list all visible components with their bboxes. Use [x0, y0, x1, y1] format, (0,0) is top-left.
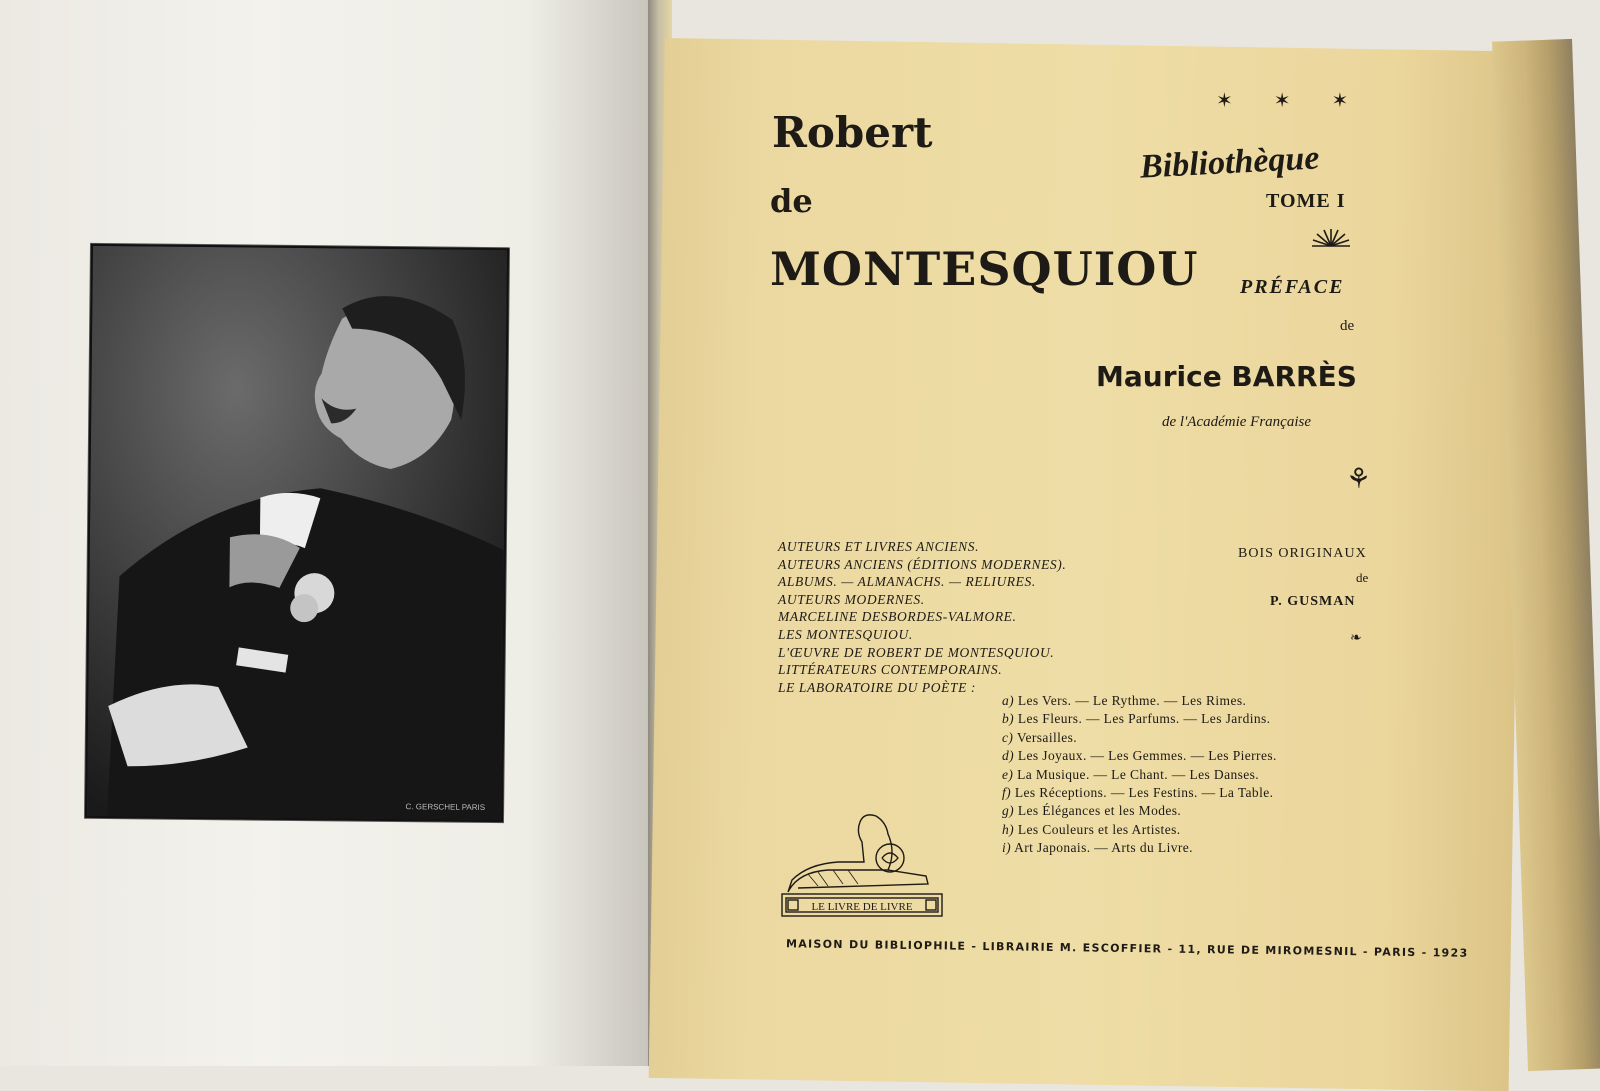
- subsection-item: i) Art Japonais. — Arts du Livre.: [1002, 840, 1193, 856]
- fleuron-ornament-icon: ⚘: [1346, 464, 1372, 495]
- author-first-name: Robert: [772, 108, 933, 157]
- section-item: AUTEURS MODERNES.: [778, 591, 925, 607]
- sections-list: [778, 538, 1066, 696]
- portrait-image: [87, 246, 507, 820]
- subsection-item: g) Les Élégances et les Modes.: [1002, 803, 1182, 819]
- sphinx-publisher-mark: [778, 812, 950, 920]
- author-particle: de: [770, 182, 813, 220]
- subsection-item: f) Les Réceptions. — Les Festins. — La Table.: [1002, 785, 1274, 801]
- section-item: AUTEURS ET LIVRES ANCIENS.: [778, 539, 980, 554]
- photo-signature: C. GERSCHEL PARIS: [405, 802, 486, 812]
- volume-label: TOME I: [1266, 190, 1346, 212]
- subsections-list: [1002, 692, 1277, 858]
- woodcuts-de: de: [1356, 570, 1369, 585]
- section-item: L'ŒUVRE DE ROBERT DE MONTESQUIOU.: [778, 644, 1055, 660]
- left-page: [0, 0, 660, 1066]
- section-item: LES MONTESQUIOU.: [778, 626, 913, 642]
- section-item: LITTÉRATEURS CONTEMPORAINS.: [778, 662, 1003, 678]
- author-last-name: MONTESQUIOU: [770, 242, 1199, 296]
- subsection-item: a) Les Vers. — Le Rythme. — Les Rimes.: [1002, 693, 1247, 708]
- publisher-footer: MAISON DU BIBLIOPHILE - LIBRAIRIE M. ESCOFFIER - 11, RUE DE MIROMESNIL - PARIS - 1923: [785, 937, 1469, 960]
- fan-ornament-icon: [1310, 228, 1352, 253]
- star-ornaments: ✶ ✶ ✶: [1216, 90, 1367, 112]
- preface-label: PRÉFACE: [1240, 276, 1345, 298]
- woodcuts-artist: P. GUSMAN: [1270, 594, 1356, 609]
- publisher-mark-text: LE LIVRE DE LIVRE: [811, 901, 913, 913]
- section-item: MARCELINE DESBORDES-VALMORE.: [778, 609, 1017, 625]
- section-item: AUTEURS ANCIENS (ÉDITIONS MODERNES).: [778, 556, 1067, 572]
- woodcuts-label: BOIS ORIGINAUX: [1238, 546, 1367, 561]
- small-ornament-icon: ❧: [1350, 631, 1362, 646]
- preface-author: Maurice BARRÈS: [1096, 360, 1357, 393]
- portrait-photograph: [85, 244, 509, 822]
- subsection-item: d) Les Joyaux. — Les Gemmes. — Les Pierres.: [1002, 748, 1277, 764]
- preface-de: de: [1340, 318, 1355, 334]
- subsection-item: c) Versailles.: [1002, 729, 1078, 745]
- subsection-item: h) Les Couleurs et les Artistes.: [1002, 821, 1181, 837]
- subsection-item: e) La Musique. — Le Chant. — Les Danses.: [1002, 766, 1260, 782]
- section-item: LE LABORATOIRE DU POÈTE :: [778, 679, 976, 695]
- series-title: Bibliothèque: [1139, 139, 1321, 186]
- preface-author-title: de l'Académie Française: [1162, 414, 1311, 430]
- section-item: ALBUMS. — ALMANACHS. — RELIURES.: [778, 574, 1036, 590]
- subsection-item: b) Les Fleurs. — Les Parfums. — Les Jardins.: [1002, 711, 1271, 727]
